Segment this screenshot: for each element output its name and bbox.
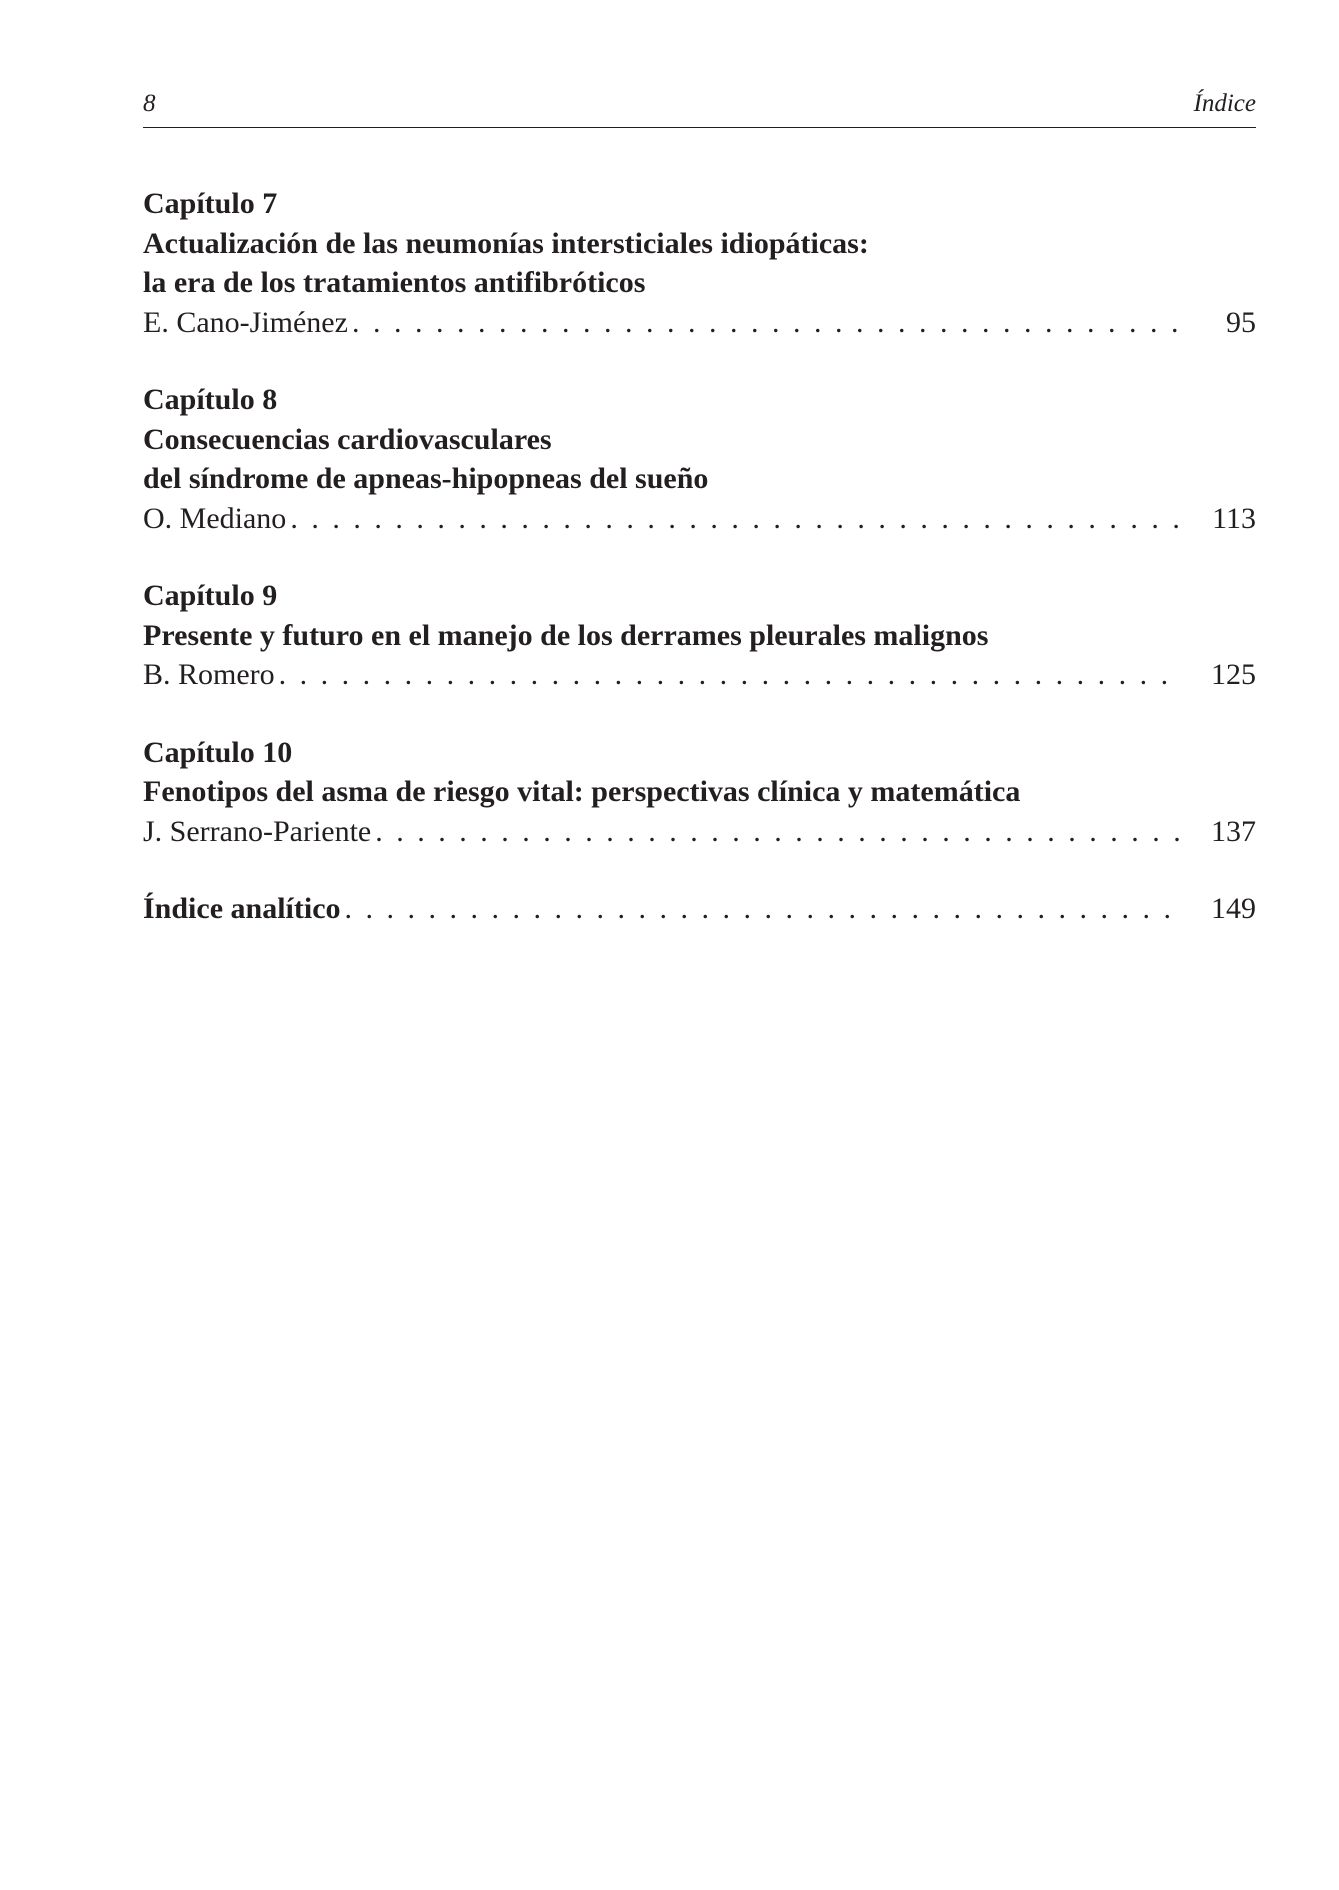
chapter-heading: Capítulo 9	[143, 579, 278, 612]
toc-entry-chapter-10[interactable]	[143, 733, 1256, 852]
chapter-author: B. Romero	[143, 658, 275, 691]
author-line	[143, 812, 1256, 852]
index-label: Índice analítico	[143, 892, 341, 925]
chapter-author: J. Serrano-Pariente	[143, 814, 372, 848]
chapter-title-line: Fenotipos del asma de riesgo vital: perspectivas clínica y matemática	[143, 775, 1021, 808]
chapter-heading: Capítulo 8	[143, 383, 278, 416]
page-header	[143, 88, 1256, 128]
dot-leader	[279, 655, 1180, 695]
toc-entry-chapter-9[interactable]	[143, 576, 1256, 695]
author-line	[143, 499, 1256, 539]
running-title: Índice	[1193, 90, 1256, 117]
page-reference: 149	[1211, 892, 1256, 925]
chapter-heading: Capítulo 10	[143, 735, 293, 769]
dot-leader	[345, 889, 1180, 929]
chapter-title-line: la era de los tratamientos antifibróticos	[143, 266, 646, 299]
dot-leader	[290, 499, 1180, 539]
dot-leader	[375, 812, 1180, 852]
table-of-contents	[143, 184, 1256, 929]
page-number: 8	[143, 90, 156, 117]
page-reference: 125	[1211, 658, 1256, 691]
chapter-heading: Capítulo 7	[143, 187, 278, 220]
chapter-title-line: del síndrome de apneas-hipopneas del sueño	[143, 462, 709, 495]
index-line	[143, 889, 1256, 929]
author-line	[143, 655, 1256, 695]
chapter-author: E. Cano-Jiménez	[143, 305, 348, 339]
toc-entry-index[interactable]	[143, 889, 1256, 929]
toc-entry-chapter-8[interactable]	[143, 380, 1256, 538]
page-reference: 95	[1226, 305, 1256, 339]
chapter-title-line: Actualización de las neumonías intersticiales idiopáticas:	[143, 226, 869, 260]
toc-entry-chapter-7[interactable]	[143, 184, 1256, 342]
chapter-title-line: Presente y futuro en el manejo de los derrames pleurales malignos	[143, 618, 989, 652]
author-line	[143, 303, 1256, 343]
page-reference: 137	[1211, 814, 1256, 848]
chapter-title-line: Consecuencias cardiovasculares	[143, 422, 552, 456]
chapter-author: O. Mediano	[143, 501, 287, 535]
page-reference: 113	[1212, 501, 1256, 535]
dot-leader	[352, 303, 1180, 343]
